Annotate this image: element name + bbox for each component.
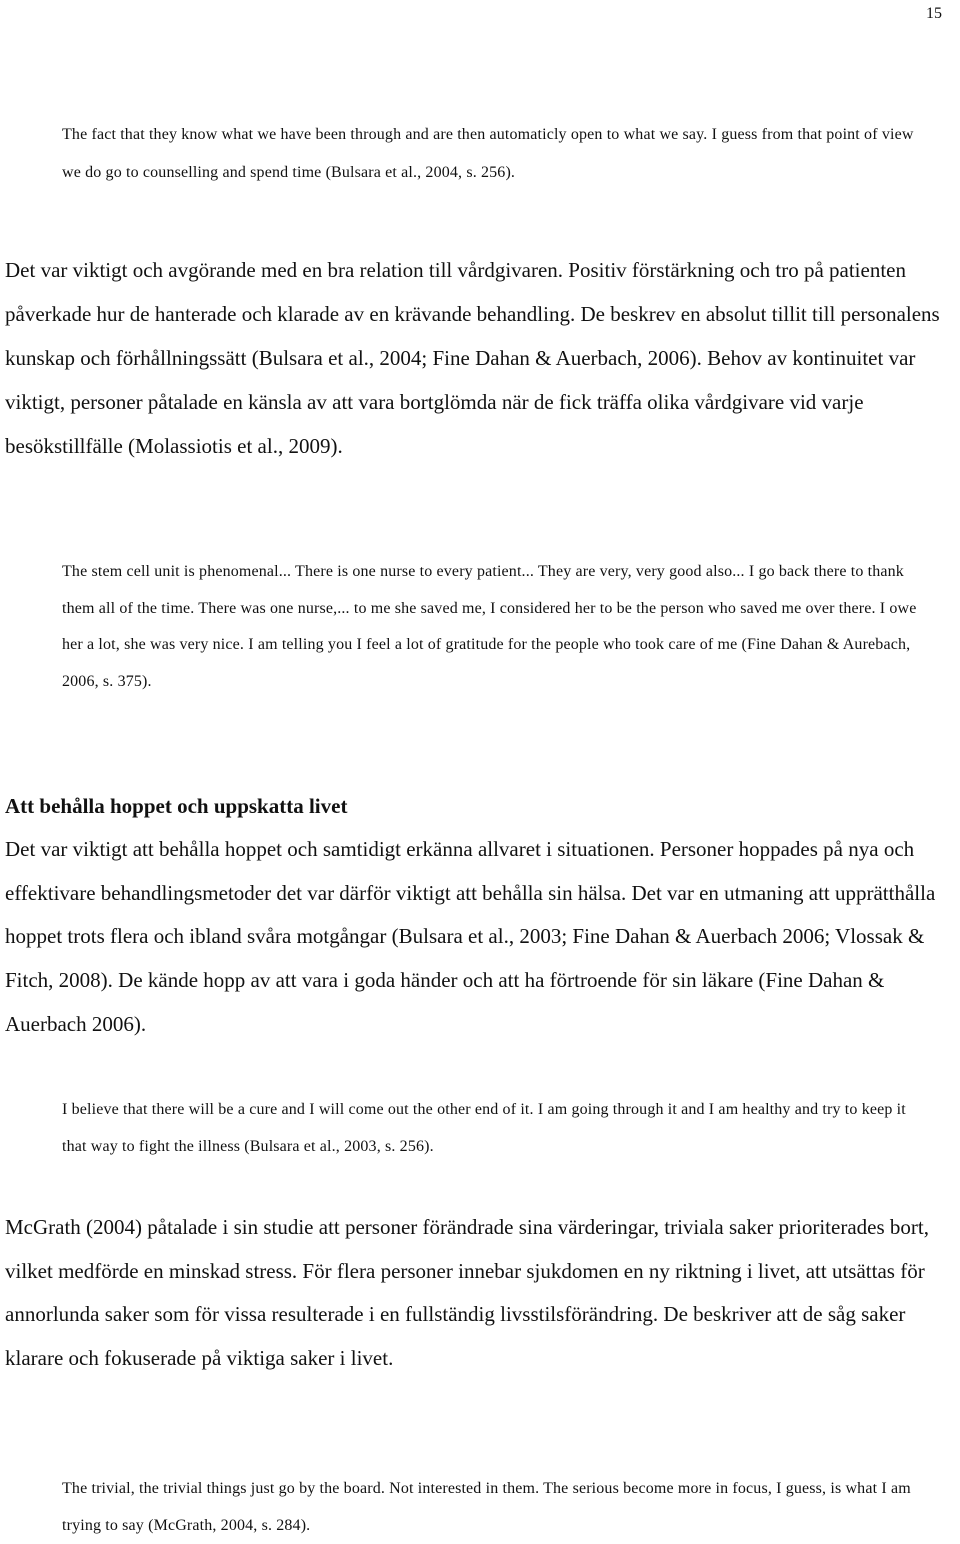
block-quote: The trivial, the trivial things just go by the board. Not interested in them. The serious become more in focus, I guess, is what I am trying to say (McGrath, 2004, s. 284). [62, 1480, 911, 1534]
body-paragraph: McGrath (2004) påtalade i sin studie att personer förändrade sina värderingar, triviala saker prioriterades bort, vilket medförde en minskad stress. För flera personer innebar sjukdomen en ny riktning i livet, att utsättas för annorlunda saker som för vissa resulterade i en fullständig livsstilsförändring. De beskriver att de såg saker klarare och fokuserade på viktiga saker i livet. [5, 1215, 929, 1370]
block-quote: The fact that they know what we have been through and are then automaticly open to what we say. I guess from that point of view we do go to counselling and spend time (Bulsara et al., 2004, s. 256). [62, 126, 914, 181]
body-paragraph: Det var viktigt och avgörande med en bra relation till vårdgivaren. Positiv förstärkning och tro på patienten påverkade hur de hanterade och klarade av en krävande behandling. De beskrev en absolut tillit till personalens kunskap och förhållningssätt (Bulsara et al., 2004; Fine Dahan & Auerbach, 2006). Behov av kontinuitet var viktigt, personer påtalade en känsla av att vara bortglömda när de fick träffa olika vårdgivare vid varje besökstillfälle (Molassiotis et al., 2009). [5, 258, 940, 458]
body-paragraph: Det var viktigt att behålla hoppet och samtidigt erkänna allvaret i situationen. Personer hoppades på nya och effektivare behandlingsmetoder det var därför viktigt att behålla sin hälsa. Det var en utmaning att upprätthålla hoppet trots flera och ibland svåra motgångar (Bulsara et al., 2003; Fine Dahan & Auerbach 2006; Vlossak & Fitch, 2008). De kände hopp av att vara i goda händer och att ha förtroende för sin läkare (Fine Dahan & Auerbach 2006). [5, 837, 936, 1036]
block-quote: I believe that there will be a cure and I will come out the other end of it. I am going through it and I am healthy and try to keep it that way to fight the illness (Bulsara et al., 2003, s. 256). [62, 1101, 906, 1155]
block-quote: The stem cell unit is phenomenal... There is one nurse to every patient... They are very, very good also... I go back there to thank them all of the time. There was one nurse,... to me she saved me, I considered her to be the person who saved me over there. I owe her a lot, she was very nice. I am telling you I feel a lot of gratitude for the people who took care of me (Fine Dahan & Aurebach, 2006, s. 375). [62, 563, 917, 690]
page-number: 15 [926, 5, 942, 22]
section-heading: Att behålla hoppet och uppskatta livet [5, 794, 348, 818]
